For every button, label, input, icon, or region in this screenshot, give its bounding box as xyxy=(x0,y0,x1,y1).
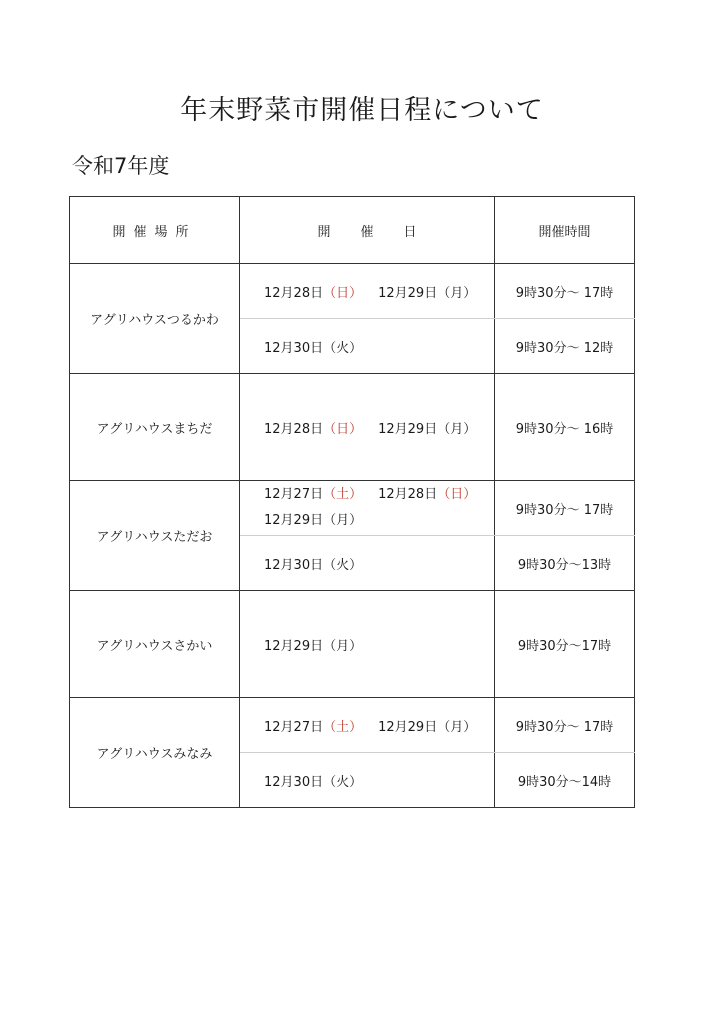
venue-cell: アグリハウスみなみ xyxy=(70,698,240,808)
date-entry xyxy=(264,282,362,301)
table-row xyxy=(70,698,635,753)
table-row xyxy=(70,264,635,319)
date-entry xyxy=(264,554,362,573)
date-day: 12月27日 xyxy=(264,487,324,502)
date-day: 12月29日 xyxy=(378,421,438,437)
schedule-body xyxy=(70,264,635,808)
date-day: 12月28日 xyxy=(264,285,324,301)
date-cell xyxy=(240,264,495,319)
date-day: 12月29日 xyxy=(378,285,438,301)
header-time xyxy=(495,197,635,264)
date-entry xyxy=(264,418,362,437)
date-day: 12月29日 xyxy=(378,719,438,735)
date-cell xyxy=(240,753,495,808)
date-cell xyxy=(240,319,495,374)
date-entry xyxy=(264,716,362,735)
date-weekday: （月） xyxy=(437,719,477,735)
time-cell: 9時30分～ 16時 xyxy=(495,374,635,481)
date-weekday: （日） xyxy=(323,285,363,301)
date-cell xyxy=(240,374,495,481)
time-cell: 9時30分～ 17時 xyxy=(495,481,635,536)
date-cell xyxy=(240,481,495,536)
time-cell: 9時30分～ 17時 xyxy=(495,264,635,319)
table-row xyxy=(70,591,635,698)
date-cell xyxy=(240,591,495,698)
date-weekday: （火） xyxy=(323,340,363,356)
time-cell: 9時30分～14時 xyxy=(495,753,635,808)
date-day: 12月30日 xyxy=(264,340,324,356)
date-weekday: （火） xyxy=(323,774,363,790)
date-entry xyxy=(264,635,362,654)
date-day: 12月30日 xyxy=(264,774,324,790)
venue-cell: アグリハウスつるかわ xyxy=(70,264,240,374)
date-entry xyxy=(264,337,362,356)
header-venue-label: 開催場所 xyxy=(112,224,197,240)
table-row xyxy=(70,374,635,481)
time-cell: 9時30分～ 17時 xyxy=(495,698,635,753)
date-entry xyxy=(378,282,476,301)
header-date xyxy=(240,197,495,264)
table-header-row xyxy=(70,197,635,264)
date-entry xyxy=(264,508,362,534)
date-cell xyxy=(240,536,495,591)
date-weekday: （月） xyxy=(437,285,477,301)
date-weekday: （土） xyxy=(323,487,363,502)
date-entry xyxy=(378,482,476,508)
date-weekday: （月） xyxy=(437,421,477,437)
date-weekday: （日） xyxy=(323,421,363,437)
date-cell xyxy=(240,698,495,753)
date-day: 12月27日 xyxy=(264,719,324,735)
date-weekday: （土） xyxy=(323,719,363,735)
table-row xyxy=(70,481,635,536)
venue-cell: アグリハウスただお xyxy=(70,481,240,591)
date-weekday: （月） xyxy=(323,638,363,654)
date-weekday: （月） xyxy=(323,513,363,528)
date-entry xyxy=(264,771,362,790)
header-venue xyxy=(70,197,240,264)
date-entry xyxy=(378,716,476,735)
venue-cell: アグリハウスまちだ xyxy=(70,374,240,481)
schedule-table xyxy=(69,196,635,808)
header-time-label: 開催時間 xyxy=(538,224,591,240)
header-date-label: 開催日 xyxy=(317,224,447,240)
page-title: 年末野菜市開催日程について xyxy=(180,95,544,126)
time-cell: 9時30分～ 12時 xyxy=(495,319,635,374)
time-cell: 9時30分～13時 xyxy=(495,536,635,591)
date-day: 12月28日 xyxy=(264,421,324,437)
date-day: 12月29日 xyxy=(264,513,324,528)
venue-cell: アグリハウスさかい xyxy=(70,591,240,698)
date-entry xyxy=(378,418,476,437)
time-cell: 9時30分～17時 xyxy=(495,591,635,698)
date-entry xyxy=(264,482,362,508)
date-weekday: （日） xyxy=(437,487,477,502)
fiscal-year-label: 令和7年度 xyxy=(72,154,170,178)
date-day: 12月30日 xyxy=(264,557,324,573)
date-weekday: （火） xyxy=(323,557,363,573)
date-day: 12月29日 xyxy=(264,638,324,654)
date-day: 12月28日 xyxy=(378,487,438,502)
